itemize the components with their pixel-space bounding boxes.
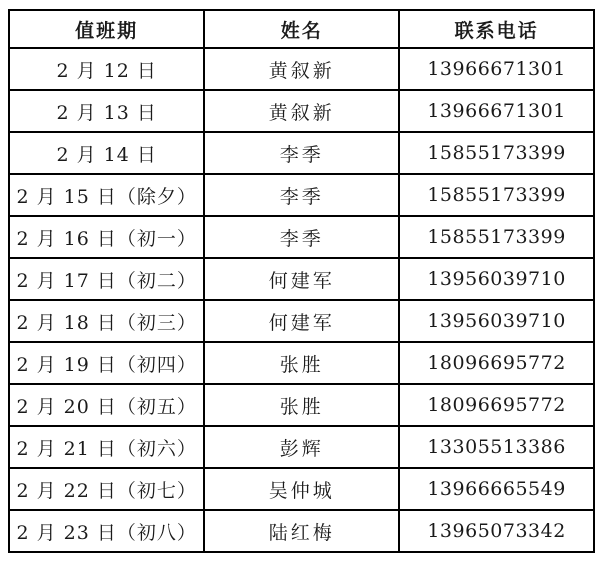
table-header [9,10,594,48]
phone-cell: 15855173399 [399,216,594,258]
phone-cell: 13966671301 [399,90,594,132]
date-cell: 2 月 13 日 [9,90,204,132]
table-row [9,258,594,300]
name-cell: 彭辉 [204,426,399,468]
table-row [9,174,594,216]
phone-cell: 15855173399 [399,174,594,216]
date-cell: 2 月 12 日 [9,48,204,90]
table-row [9,216,594,258]
table-row [9,132,594,174]
header-cell-date: 值班期 [9,10,204,48]
name-cell: 张胜 [204,384,399,426]
date-cell: 2 月 15 日（除夕） [9,174,204,216]
date-cell: 2 月 16 日（初一） [9,216,204,258]
phone-cell: 15855173399 [399,132,594,174]
date-cell: 2 月 21 日（初六） [9,426,204,468]
phone-cell: 13956039710 [399,258,594,300]
phone-cell: 13966665549 [399,468,594,510]
phone-cell: 13966671301 [399,48,594,90]
name-cell: 张胜 [204,342,399,384]
table-row [9,468,594,510]
header-cell-name: 姓名 [204,10,399,48]
date-cell: 2 月 19 日（初四） [9,342,204,384]
phone-cell: 18096695772 [399,342,594,384]
date-cell: 2 月 17 日（初二） [9,258,204,300]
date-cell: 2 月 23 日（初八） [9,510,204,552]
table-row [9,342,594,384]
name-cell: 何建军 [204,258,399,300]
phone-cell: 13956039710 [399,300,594,342]
table-row [9,300,594,342]
phone-cell: 13965073342 [399,510,594,552]
table-row [9,510,594,552]
table-row [9,48,594,90]
name-cell: 李季 [204,174,399,216]
phone-cell: 18096695772 [399,384,594,426]
date-cell: 2 月 14 日 [9,132,204,174]
name-cell: 李季 [204,132,399,174]
table-row [9,426,594,468]
phone-cell: 13305513386 [399,426,594,468]
name-cell: 李季 [204,216,399,258]
name-cell: 黄叙新 [204,48,399,90]
name-cell: 吴仲城 [204,468,399,510]
header-row [9,10,594,48]
table-row [9,384,594,426]
name-cell: 陆红梅 [204,510,399,552]
table-row [9,90,594,132]
header-cell-phone: 联系电话 [399,10,594,48]
duty-roster-table [8,9,595,553]
date-cell: 2 月 18 日（初三） [9,300,204,342]
name-cell: 黄叙新 [204,90,399,132]
date-cell: 2 月 20 日（初五） [9,384,204,426]
date-cell: 2 月 22 日（初七） [9,468,204,510]
table-body [9,48,594,552]
name-cell: 何建军 [204,300,399,342]
